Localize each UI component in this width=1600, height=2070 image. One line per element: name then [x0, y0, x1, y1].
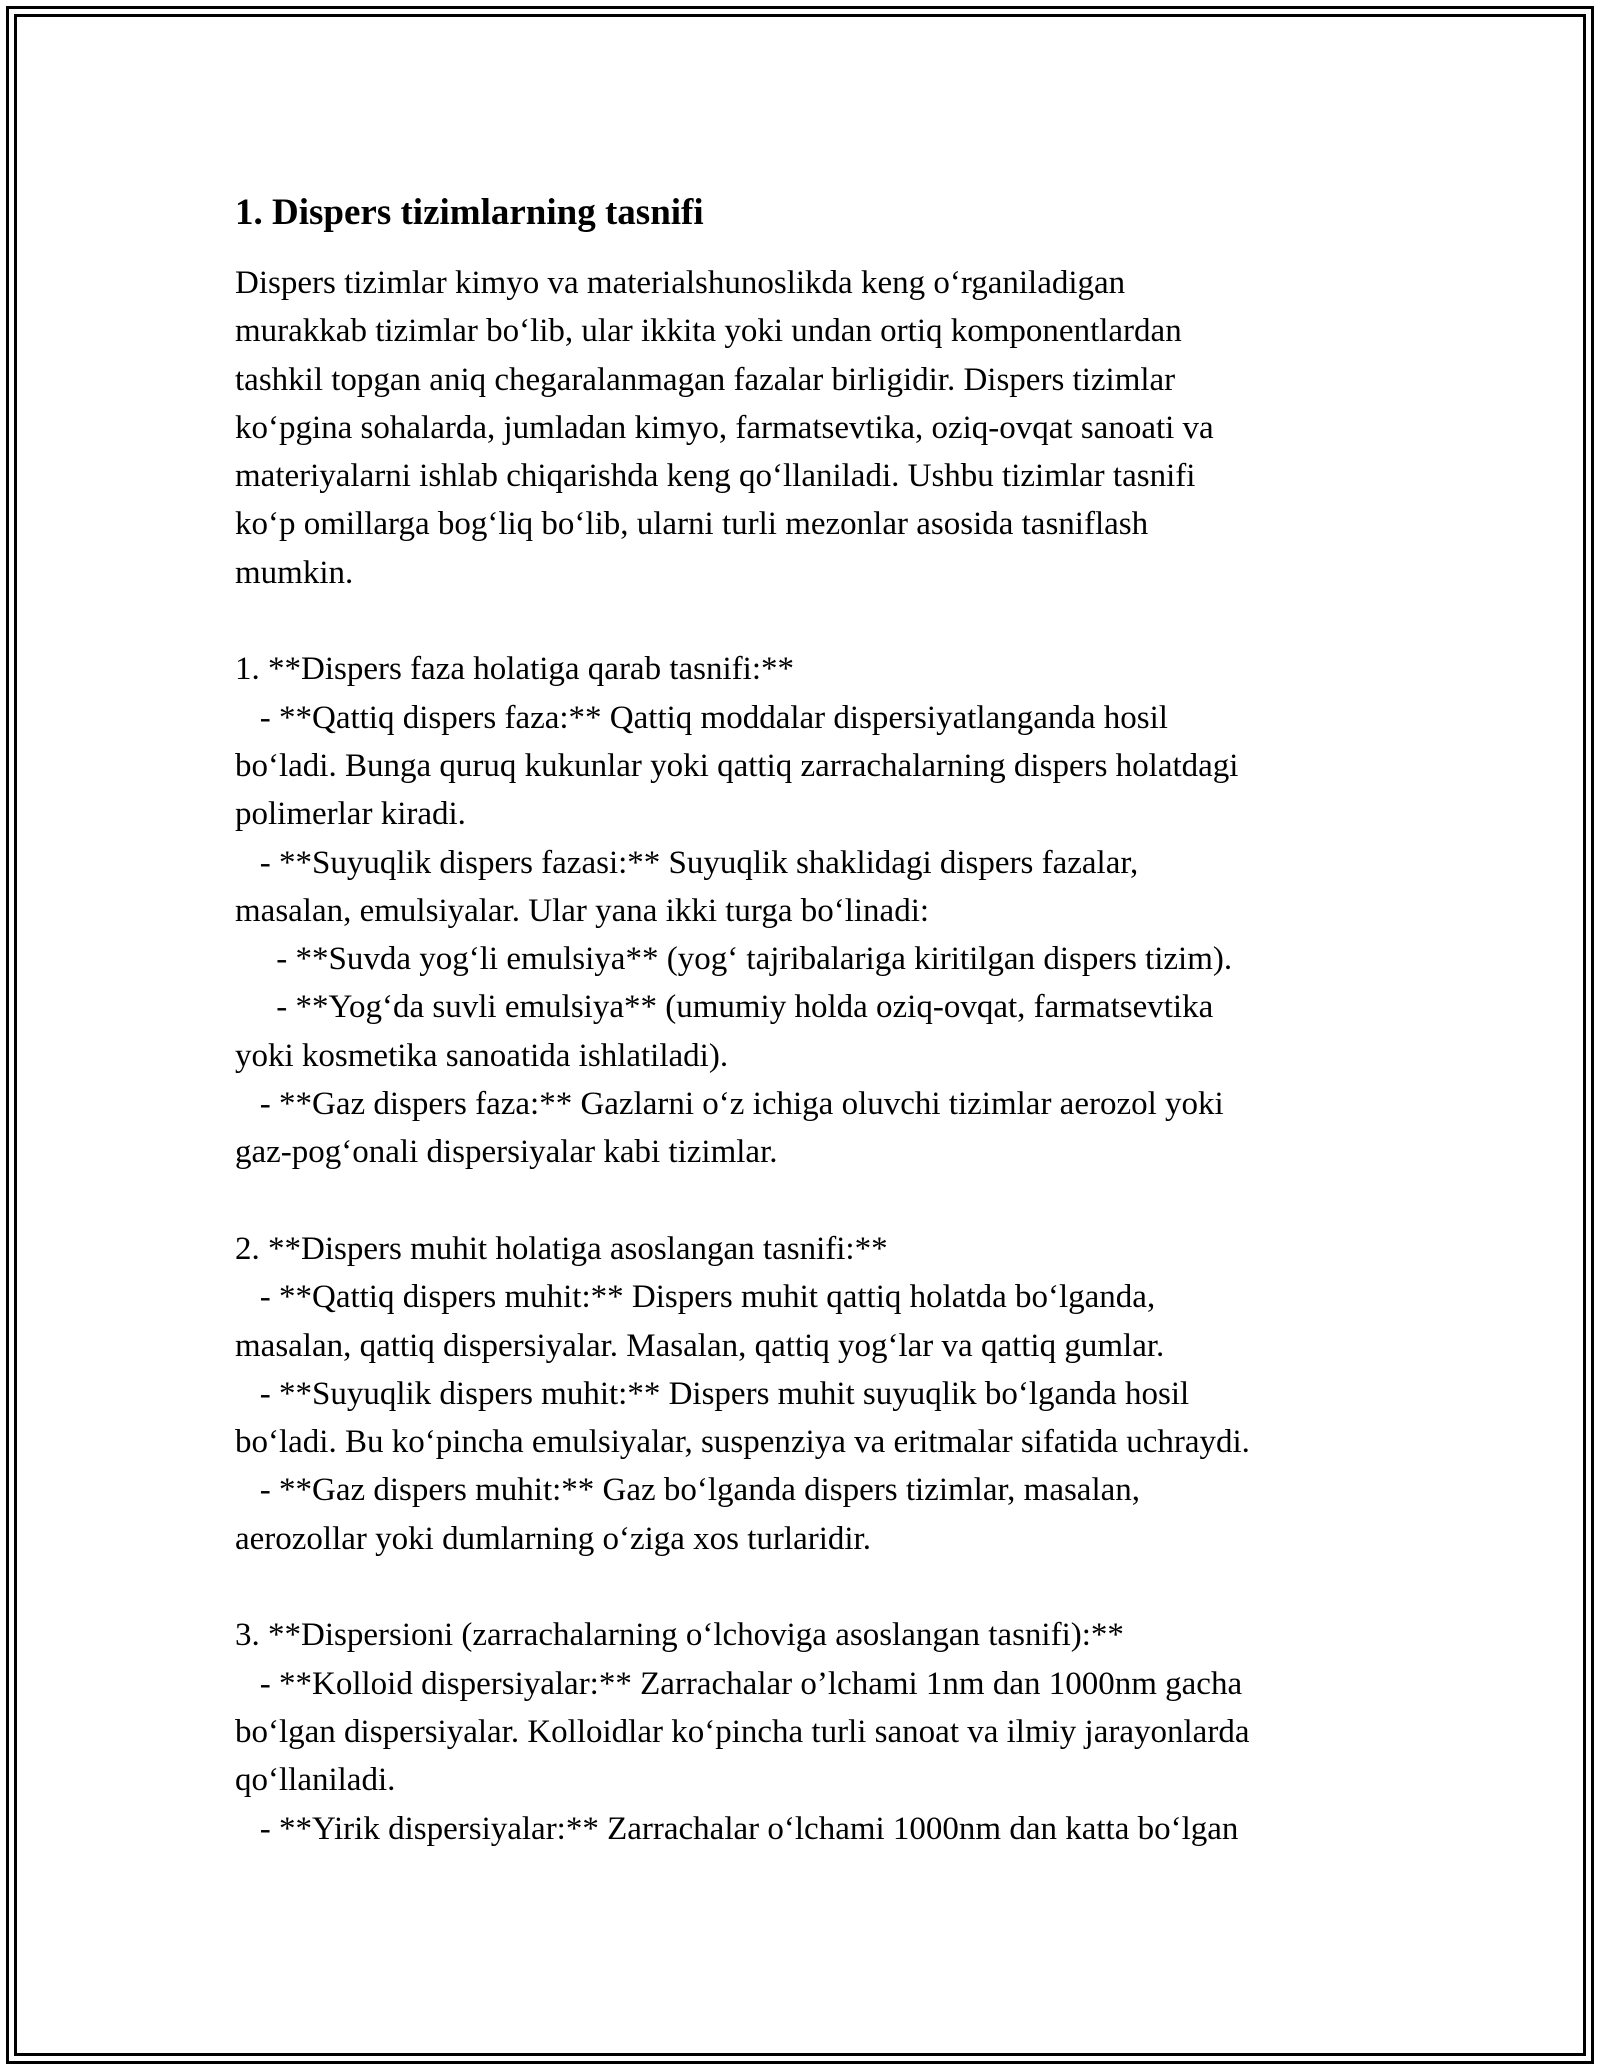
text-line: gaz-pog‘onali dispersiyalar kabi tizimlar. [235, 1134, 778, 1171]
text-line: - **Yirik dispersiyalar:** Zarrachalar o‘lchami 1000nm dan katta bo‘lgan [235, 1810, 1239, 1847]
text-line: tashkil topgan aniq chegaralanmagan fazalar birligidir. Dispers tizimlar [235, 361, 1176, 398]
text-line: bo‘ladi. Bunga quruq kukunlar yoki qattiq zarrachalarning dispers holatdagi [235, 747, 1239, 784]
text-line: ko‘pgina sohalarda, jumladan kimyo, farmatsevtika, oziq-ovqat sanoati va [235, 409, 1214, 446]
text-line: - **Suyuqlik dispers muhit:** Dispers muhit suyuqlik bo‘lganda hosil [235, 1375, 1190, 1412]
text-line: 3. **Dispersioni (zarrachalarning o‘lchoviga asoslangan tasnifi):** [235, 1617, 1124, 1654]
blank-line [235, 1563, 1425, 1611]
text-line: - **Gaz dispers muhit:** Gaz bo‘lganda dispers tizimlar, masalan, [235, 1472, 1141, 1509]
text-line: - **Suvda yog‘li emulsiya** (yog‘ tajribalariga kiritilgan dispers tizim). [235, 941, 1233, 978]
text-line: - **Qattiq dispers faza:** Qattiq moddalar dispersiyatlanganda hosil [235, 699, 1168, 736]
text-line: aerozollar yoki dumlarning o‘ziga xos turlaridir. [235, 1520, 871, 1557]
text-line: masalan, emulsiyalar. Ular yana ikki turga bo‘linadi: [235, 892, 930, 929]
text-line: mumkin. [235, 554, 354, 591]
text-line: 2. **Dispers muhit holatiga asoslangan tasnifi:** [235, 1230, 888, 1267]
blank-line [235, 1177, 1425, 1225]
text-line: polimerlar kiradi. [235, 796, 466, 833]
text-line: murakkab tizimlar bo‘lib, ular ikkita yoki undan ortiq komponentlardan [235, 313, 1182, 350]
text-line: bo‘lgan dispersiyalar. Kolloidlar ko‘pincha turli sanoat va ilmiy jarayonlarda [235, 1713, 1250, 1750]
text-line: bo‘ladi. Bu ko‘pincha emulsiyalar, suspenziya va eritmalar sifatida uchraydi. [235, 1424, 1250, 1461]
text-line: - **Gaz dispers faza:** Gazlarni o‘z ichiga oluvchi tizimlar aerozol yoki [235, 1086, 1224, 1123]
section-text [235, 259, 1425, 1853]
blank-line [235, 597, 1425, 645]
document-body [235, 185, 1425, 1853]
text-line: materiyalarni ishlab chiqarishda keng qo‘llaniladi. Ushbu tizimlar tasnifi [235, 458, 1196, 495]
text-line: qo‘llaniladi. [235, 1762, 396, 1799]
text-line: yoki kosmetika sanoatida ishlatiladi). [235, 1037, 729, 1074]
text-line: masalan, qattiq dispersiyalar. Masalan, qattiq yog‘lar va qattiq gumlar. [235, 1327, 1165, 1364]
text-line: - **Suyuqlik dispers fazasi:** Suyuqlik shaklidagi dispers fazalar, [235, 844, 1139, 881]
text-line: Dispers tizimlar kimyo va materialshunoslikda keng o‘rganiladigan [235, 265, 1126, 301]
text-line: - **Qattiq dispers muhit:** Dispers muhit qattiq holatda bo‘lganda, [235, 1279, 1156, 1316]
text-line: 1. **Dispers faza holatiga qarab tasnifi:** [235, 651, 794, 688]
section-heading: 1. Dispers tizimlarning tasnifi [235, 192, 704, 233]
text-line: ko‘p omillarga bog‘liq bo‘lib, ularni turli mezonlar asosida tasniflash [235, 506, 1149, 543]
text-line: - **Yog‘da suvli emulsiya** (umumiy holda oziq-ovqat, farmatsevtika [235, 989, 1214, 1026]
text-line: - **Kolloid dispersiyalar:** Zarrachalar o’lchami 1nm dan 1000nm gacha [235, 1665, 1243, 1702]
